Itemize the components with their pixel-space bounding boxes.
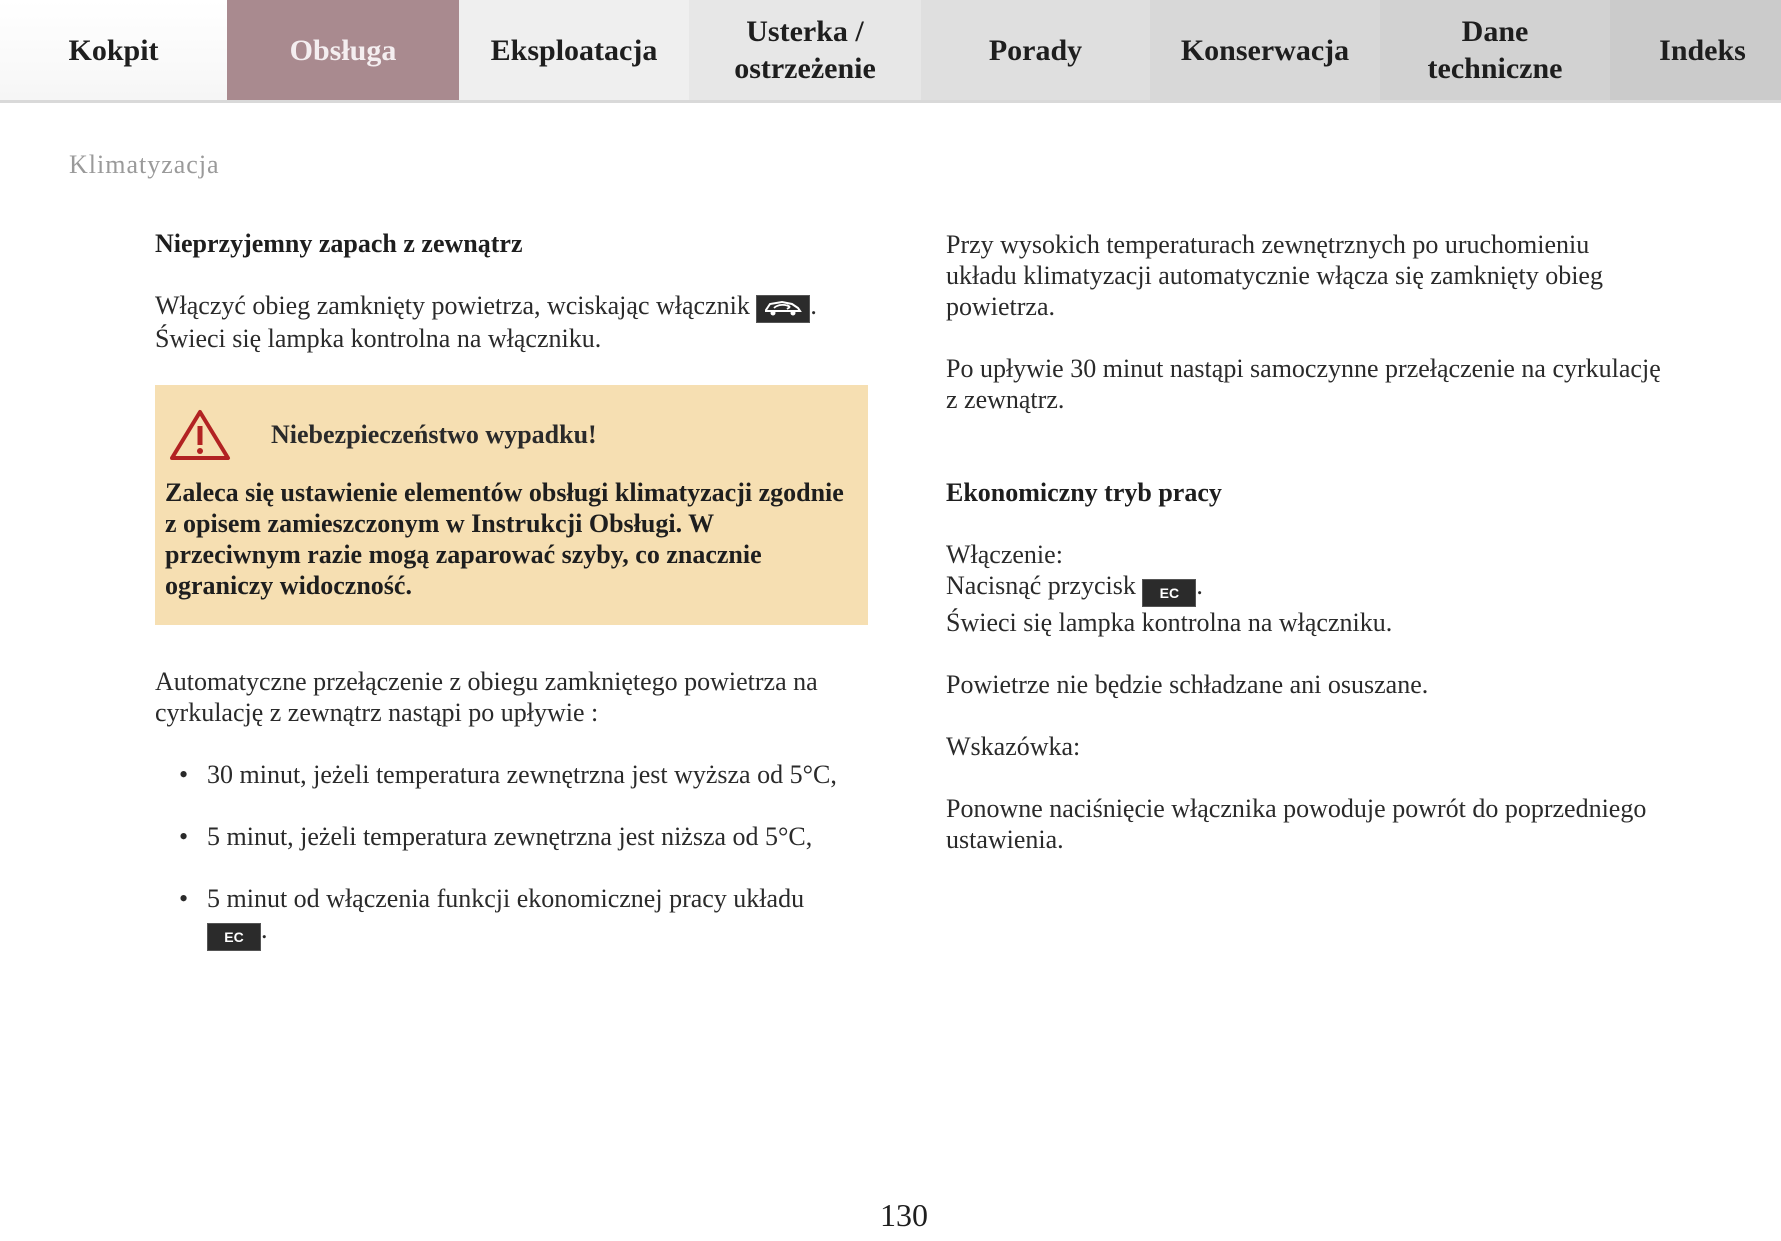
recirc-instruction — [155, 290, 870, 354]
tab-kokpit[interactable] — [0, 0, 227, 100]
chapter-tabs — [0, 0, 1781, 100]
tab-porady[interactable] — [921, 0, 1150, 100]
tab-divider — [0, 100, 1781, 103]
tab-label: Konserwacja — [1180, 33, 1350, 67]
list-item — [155, 821, 870, 852]
hint-label: Wskazówka: — [946, 732, 1081, 761]
punctuation: . — [261, 915, 268, 944]
tab-label: Indeks — [1659, 33, 1746, 67]
tab-eksploatacja[interactable] — [459, 0, 689, 100]
warning-body: Zaleca się ustawienie elementów obsługi klimatyzacji zgodnie z opisem zamieszczonym w Instrukcji Obsługi. W przeciwnym razie mogą zaparować szyby, co znacznie ograniczy widoczność. — [165, 478, 844, 600]
right-column — [946, 229, 1661, 855]
heading-odor: Nieprzyjemny zapach z zewnątrz — [155, 229, 523, 258]
list-item-text: 5 minut, jeżeli temperatura zewnętrzna jest niższa od 5°C, — [207, 822, 813, 851]
left-column — [155, 228, 870, 354]
warning-title: Niebezpieczeństwo wypadku! — [271, 420, 597, 449]
page-number: 130 — [880, 1197, 928, 1233]
lamp-text: Świeci się lampka kontrolna na włączniku. — [155, 324, 602, 353]
auto-recirc-text: Przy wysokich temperaturach zewnętrznych po uruchomieniu układu klimatyzacji automatycznie włącza się zamknięty obieg powietrza. — [946, 230, 1603, 321]
auto-switch-30min-text: Po upływie 30 minut nastąpi samoczynne przełączenie na cyrkulację z zewnątrz. — [946, 354, 1661, 414]
tab-label: Porady — [988, 33, 1083, 67]
tab-label: Eksploatacja — [490, 33, 658, 67]
section-title: Klimatyzacja — [69, 150, 220, 179]
economy-press-instruction — [946, 570, 1661, 607]
warning-header — [169, 405, 597, 465]
recirc-instruction-text: Włączyć obieg zamknięty powietrza, wciskając włącznik — [155, 291, 750, 320]
ec-button: EC — [207, 923, 261, 951]
warning-triangle-icon — [169, 409, 231, 461]
hint-text: Ponowne naciśnięcie włącznika powoduje powrót do poprzedniego ustawienia. — [946, 794, 1647, 854]
list-item — [155, 759, 870, 790]
tab-label: Obsługa — [289, 33, 397, 67]
auto-switch-section — [155, 666, 870, 951]
press-text: Nacisnąć przycisk — [946, 571, 1136, 600]
list-item-text: 5 minut od włączenia funkcji ekonomicznej pracy układu — [207, 884, 805, 913]
tab-usterka-ostrzezenie[interactable] — [689, 0, 921, 100]
tab-indeks[interactable] — [1610, 0, 1781, 100]
no-cooling-text: Powietrze nie będzie schładzane ani osuszane. — [946, 670, 1429, 699]
heading-economy-mode: Ekonomiczny tryb pracy — [946, 478, 1222, 507]
punctuation: . — [810, 291, 817, 320]
tab-obsluga[interactable] — [227, 0, 459, 100]
recirculation-button — [756, 295, 810, 323]
tab-label: Dane techniczne — [1427, 15, 1563, 85]
auto-switch-text: Automatyczne przełączenie z obiegu zamkniętego powietrza na cyrkulację z zewnątrz nastąpi po upływie : — [155, 667, 818, 727]
list-item — [155, 883, 870, 951]
list-item-text: 30 minut, jeżeli temperatura zewnętrzna jest wyższa od 5°C, — [207, 760, 837, 789]
economy-lamp-text: Świeci się lampka kontrolna na włączniku. — [946, 608, 1393, 637]
tab-label: Kokpit — [68, 33, 159, 67]
tab-label: Usterka / ostrzeżenie — [734, 15, 876, 85]
economy-on-label: Włączenie: — [946, 540, 1063, 569]
punctuation: . — [1196, 571, 1203, 600]
warning-box — [155, 385, 868, 625]
tab-dane-techniczne[interactable] — [1380, 0, 1610, 100]
auto-switch-list — [155, 759, 870, 951]
ec-button: EC — [1142, 579, 1196, 607]
recirculation-car-icon — [760, 296, 806, 318]
tab-konserwacja[interactable] — [1150, 0, 1380, 100]
